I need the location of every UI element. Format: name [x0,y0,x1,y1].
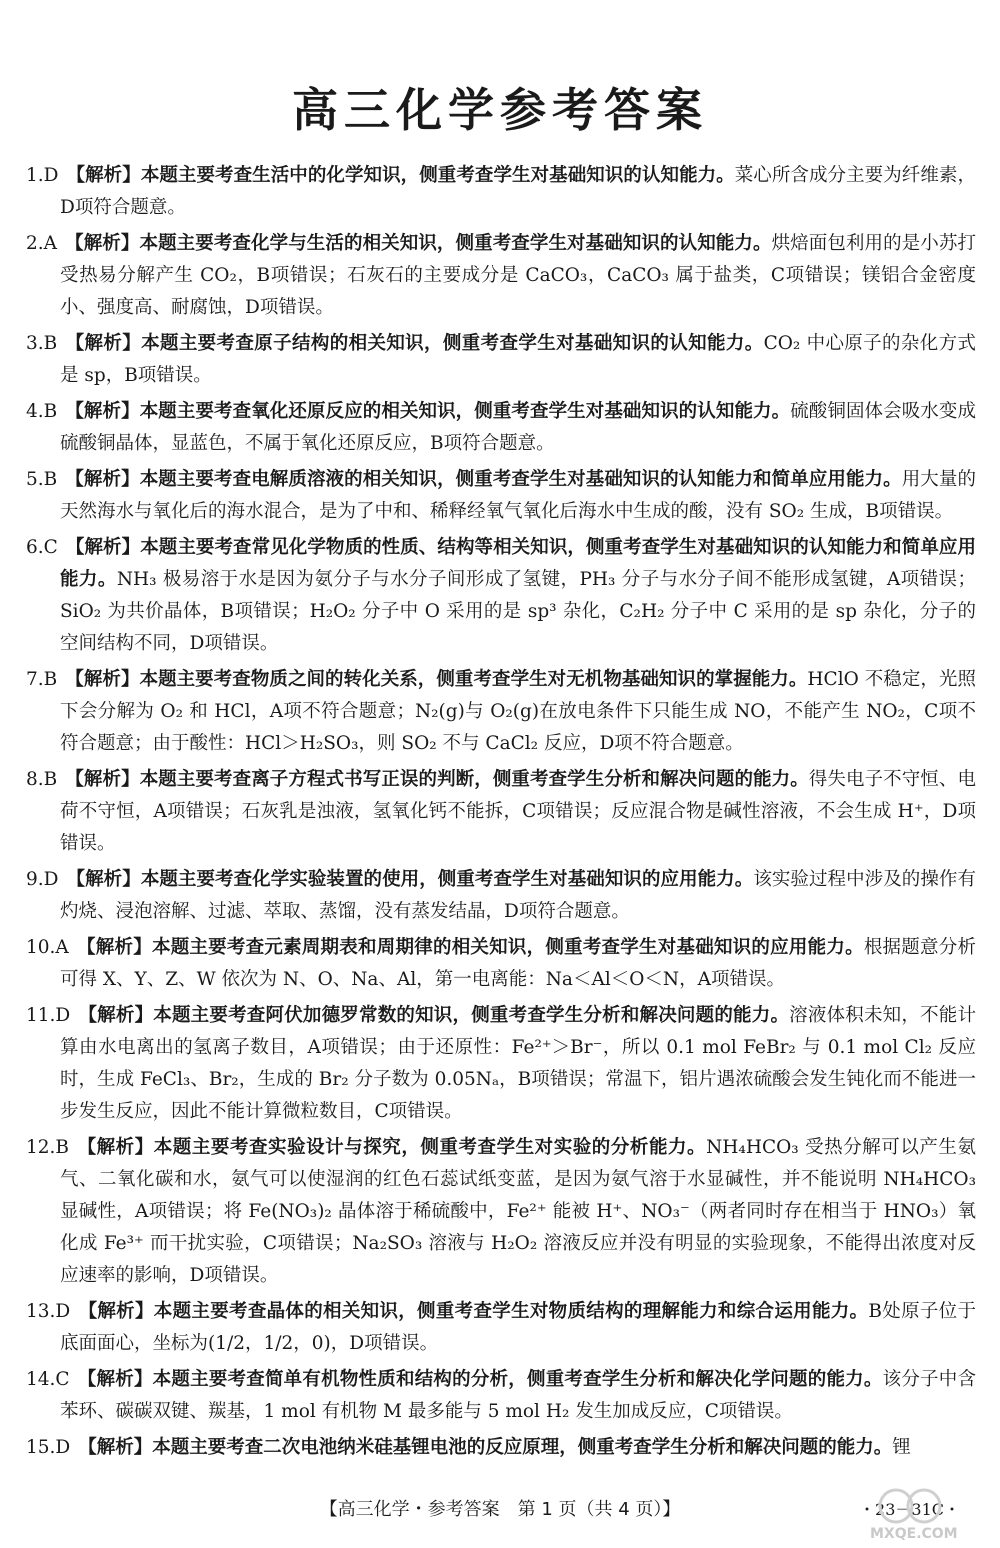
analysis-tag: 【解析】 [65,537,141,558]
analysis-text: HClO 不稳定，光照下会分解为 O₂ 和 HCl，A项不符合题意；N₂(g)与 O₂(g)在放电条件下只能生成 NO，不能产生 NO₂，C项不符合题意；由于酸性：HCl＞H₂SO₃，则 SO₂ 不与 CaCl₂ 反应，D项不符合题意。 [60,669,976,754]
answer-number: 5. [26,469,44,490]
analysis-text: NH₄HCO₃ 受热分解可以产生氨气、二氧化碳和水，氨气可以使湿润的红色石蕊试纸变蓝，是因为氨气溶于水显碱性，并不能说明 NH₄HCO₃ 显碱性，A项错误；将 Fe(NO₃)₂ 晶体溶于稀硫酸中，Fe²⁺ 能被 H⁺、NO₃⁻（两者同时存在相当于 HNO₃）氧化成 Fe³⁺ 而干扰实验，C项错误；Na₂SO₃ 溶液与 H₂O₂ 溶液反应并没有明显的实验现象，不能得出浓度对反应速率的影响，D项错误。 [60,1137,976,1286]
analysis-focus: 本题主要考查常见化学物质的性质、结构等相关知识，侧重考查学生对基础知识的认知能力和简单应用能力。 [60,537,976,590]
analysis-focus: 本题主要考查物质之间的转化关系，侧重考查学生对无机物基础知识的掌握能力。 [139,669,808,690]
answer-choice: D [55,1301,71,1322]
page-title: 高三化学参考答案 [292,83,708,137]
answer-item [26,160,976,224]
answer-number: 13. [26,1301,56,1322]
analysis-tag: 【解析】 [78,1301,154,1322]
analysis-text: 该实验过程中涉及的操作有灼烧、浸泡溶解、过滤、萃取、蒸馏，没有蒸发结晶，D项符合题意。 [60,869,976,922]
analysis-focus: 本题主要考查二次电池纳米硅基锂电池的反应原理，侧重考查学生分析和解决问题的能力。 [152,1437,893,1458]
analysis-text: 菜心所含成分主要为纤维素，D项符合题意。 [60,165,976,218]
analysis-tag: 【解析】 [66,869,141,890]
analysis-text: 锂 [892,1437,911,1458]
analysis-focus: 本题主要考查化学实验装置的使用，侧重考查学生对基础知识的应用能力。 [140,869,754,890]
answer-item [26,1296,976,1360]
answer-item [26,1432,976,1464]
answer-number: 8. [26,769,44,790]
analysis-text: 用大量的天然海水与氧化后的海水混合，是为了中和、稀释经氧气氧化后海水中生成的酸，没有 SO₂ 生成，B项错误。 [60,469,976,522]
answer-list [26,160,976,1468]
analysis-focus: 本题主要考查阿伏加德罗常数的知识，侧重考查学生分析和解决问题的能力。 [153,1005,790,1026]
answer-item [26,1132,976,1292]
answer-number: 2. [26,233,44,254]
answer-item [26,532,976,660]
analysis-tag: 【解析】 [77,1369,153,1390]
analysis-tag: 【解析】 [77,1137,154,1158]
analysis-tag: 【解析】 [65,669,140,690]
analysis-tag: 【解析】 [78,1437,153,1458]
answer-number: 6. [26,537,44,558]
answer-choice: A [55,937,69,958]
answer-item [26,864,976,928]
analysis-text: CO₂ 中心原子的杂化方式是 sp，B项错误。 [60,333,976,386]
analysis-text: 硫酸铜固体会吸水变成硫酸铜晶体，显蓝色，不属于氧化还原反应，B项符合题意。 [60,401,976,454]
answer-number: 11. [26,1005,56,1026]
analysis-tag: 【解析】 [78,1005,154,1026]
answer-choice: D [43,165,59,186]
answer-choice: D [43,869,59,890]
answer-choice: C [43,537,58,558]
analysis-focus: 本题主要考查晶体的相关知识，侧重考查学生对物质结构的理解能力和综合运用能力。 [153,1301,869,1322]
analysis-text: NH₃ 极易溶于水是因为氨分子与水分子间形成了氢键，PH₃ 分子与水分子间不能形成氢键，A项错误；SiO₂ 为共价晶体，B项错误；H₂O₂ 分子中 O 采用的是 sp³ 杂化，C₂H₂ 分子中 C 采用的是 sp 杂化，分子的空间结构不同，D项错误。 [60,569,976,654]
analysis-tag: 【解析】 [76,937,152,958]
answer-choice: B [43,401,58,422]
answer-choice: B [43,469,58,490]
analysis-text: 根据题意分析可得 X、Y、Z、W 依次为 N、O、Na、Al，第一电离能：Na＜Al＜O＜N，A项错误。 [60,937,976,990]
answer-number: 9. [26,869,44,890]
answer-choice: B [43,669,58,690]
answer-number: 1. [26,165,44,186]
analysis-tag: 【解析】 [65,401,140,422]
answer-choice: C [55,1369,70,1390]
analysis-focus: 本题主要考查生活中的化学知识，侧重考查学生对基础知识的认知能力。 [140,165,735,186]
analysis-focus: 本题主要考查实验设计与探究，侧重考查学生对实验的分析能力。 [153,1137,707,1158]
analysis-focus: 本题主要考查原子结构的相关知识，侧重考查学生对基础知识的认知能力。 [141,333,764,354]
answer-item [26,664,976,760]
paper-code: ・23－31C・ [859,1500,960,1519]
site-watermark-icon [866,1484,978,1542]
answer-number: 7. [26,669,44,690]
answer-choice: D [55,1437,71,1458]
analysis-focus: 本题主要考查简单有机物性质和结构的分析，侧重考查学生分析和解决化学问题的能力。 [152,1369,883,1390]
page-footer: 【高三化学・参考答案 第 1 页（共 4 页）】 [319,1499,681,1520]
analysis-focus: 本题主要考查离子方程式书写正误的判断，侧重考查学生分析和解决问题的能力。 [139,769,809,790]
answer-item [26,396,976,460]
answer-number: 15. [26,1437,56,1458]
answer-number: 14. [26,1369,56,1390]
answer-item [26,464,976,528]
answer-choice: B [55,1137,70,1158]
answer-item [26,328,976,392]
answer-item [26,1364,976,1428]
watermark-text: MXQE.COM [870,1526,958,1542]
answer-choice: D [55,1005,71,1026]
answer-choice: B [43,333,58,354]
answer-item [26,932,976,996]
analysis-text: B处原子位于底面面心，坐标为(1/2，1/2，0)，D项错误。 [60,1301,976,1354]
analysis-tag: 【解析】 [66,165,141,186]
analysis-text: 该分子中含苯环、碳碳双键、羰基，1 mol 有机物 M 最多能与 5 mol H₂ 发生加成反应，C项错误。 [60,1369,976,1422]
answer-choice: B [43,769,58,790]
analysis-text: 溶液体积未知，不能计算由水电离出的氢离子数目，A项错误；由于还原性：Fe²⁺＞Br⁻，所以 0.1 mol FeBr₂ 与 0.1 mol Cl₂ 反应时，生成 FeCl₃、Br₂，生成的 Br₂ 分子数为 0.05Nₐ，B项错误；常温下，铝片遇浓硫酸会发生钝化而不能进一步发生反应，因此不能计算微粒数目，C项错误。 [60,1005,976,1122]
answer-choice: A [43,233,58,254]
analysis-focus: 本题主要考查元素周期表和周期律的相关知识，侧重考查学生对基础知识的应用能力。 [151,937,864,958]
answer-number: 12. [26,1137,56,1158]
answer-item [26,228,976,324]
answer-item [26,764,976,860]
analysis-tag: 【解析】 [65,233,140,254]
analysis-tag: 【解析】 [65,769,140,790]
analysis-text: 得失电子不守恒、电荷不守恒，A项错误；石灰乳是浊液，氢氧化钙不能拆，C项错误；反应混合物是碱性溶液，不会生成 H⁺，D项错误。 [60,769,976,854]
analysis-text: 烘焙面包利用的是小苏打受热易分解产生 CO₂，B项错误；石灰石的主要成分是 CaCO₃，CaCO₃ 属于盐类，C项错误；镁铝合金密度小、强度高、耐腐蚀，D项错误。 [60,233,976,318]
answer-number: 3. [26,333,44,354]
analysis-focus: 本题主要考查化学与生活的相关知识，侧重考查学生对基础知识的认知能力。 [139,233,772,254]
answer-item [26,1000,976,1128]
answer-number: 10. [26,937,56,958]
analysis-focus: 本题主要考查电解质溶液的相关知识，侧重考查学生对基础知识的认知能力和简单应用能力。 [139,469,902,490]
analysis-tag: 【解析】 [65,333,142,354]
analysis-tag: 【解析】 [65,469,140,490]
analysis-focus: 本题主要考查氧化还原反应的相关知识，侧重考查学生对基础知识的认知能力。 [139,401,791,422]
answer-number: 4. [26,401,44,422]
